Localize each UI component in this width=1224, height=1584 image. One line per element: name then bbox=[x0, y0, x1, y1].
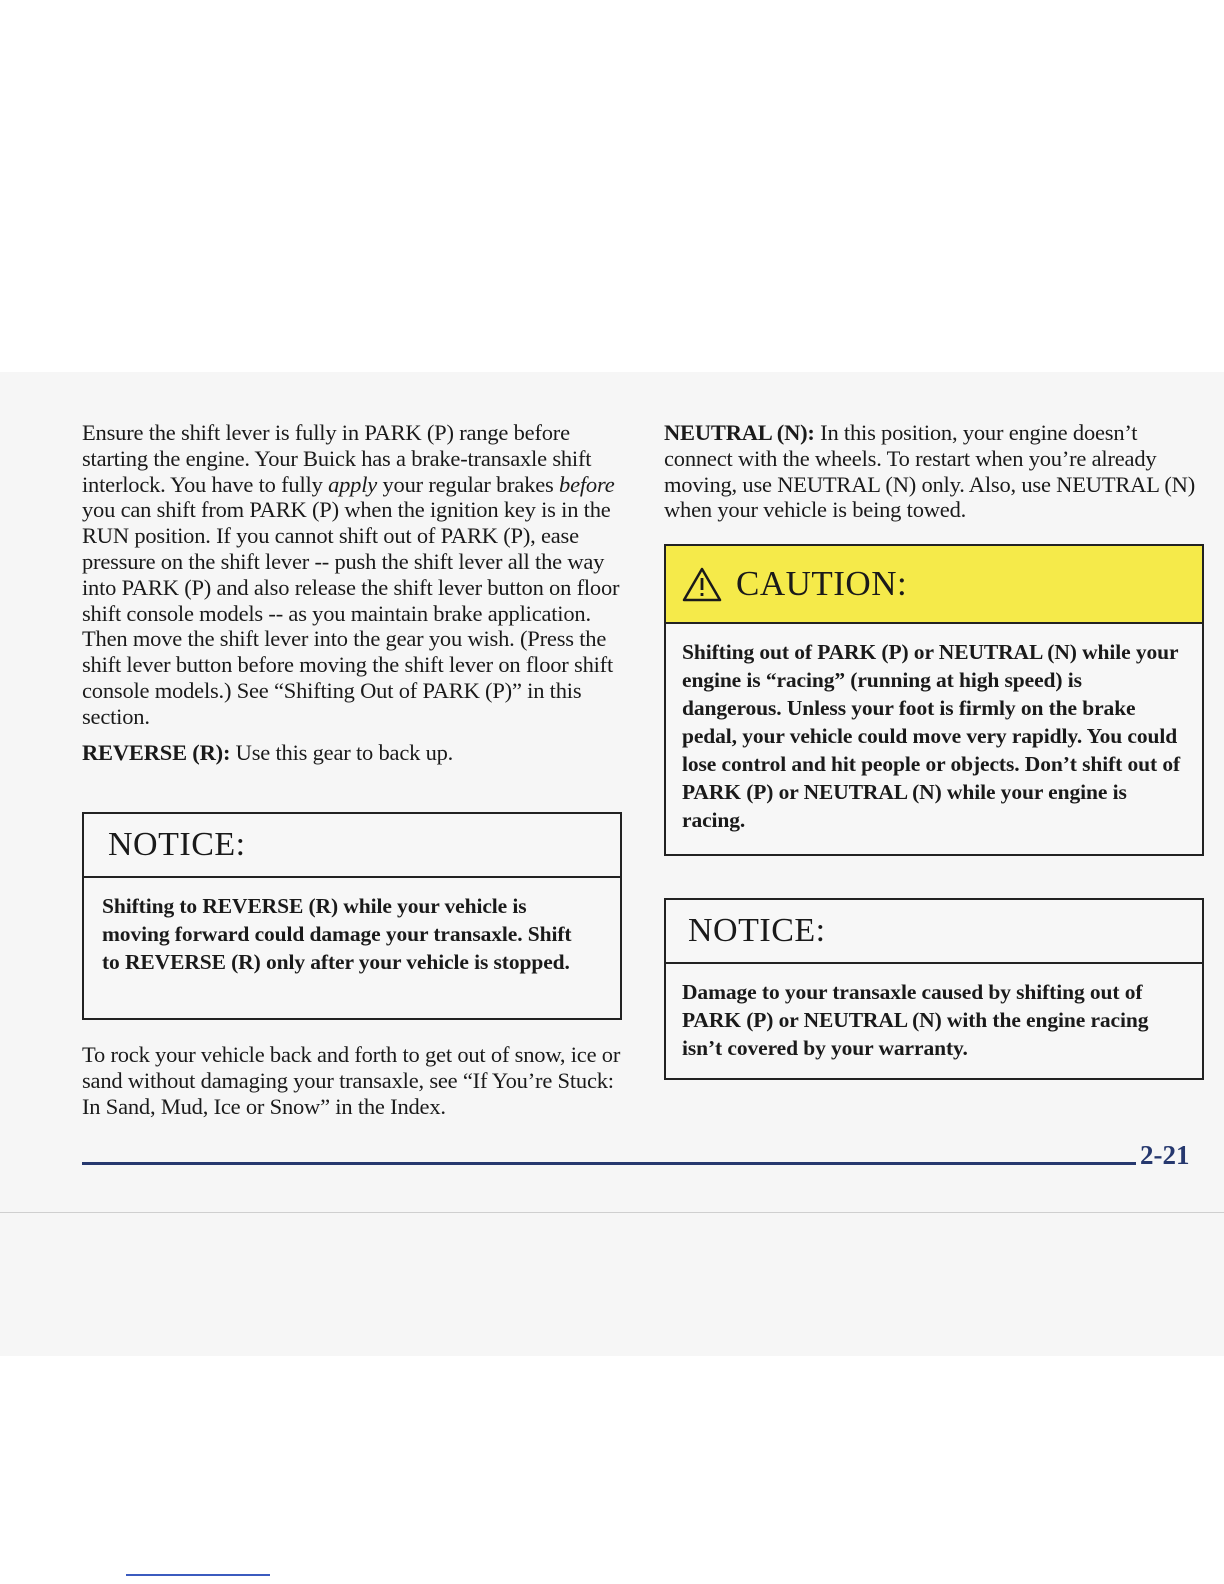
reverse-label: REVERSE (R): bbox=[82, 739, 231, 765]
emphasis-before: before bbox=[559, 471, 615, 497]
notice-heading: NOTICE: bbox=[688, 912, 826, 949]
reverse-text: Use this gear to back up. bbox=[230, 739, 454, 765]
caution-content: Shifting out of PARK (P) or NEUTRAL (N) while your engine is “racing” (running at high speed) is dangerous. Unless your foot is firmly on the brake pedal, your vehicle could move very rapidly. You could lose control and hit people or objects. Don’t shift out of PARK (P) or NEUTRAL (N) while your engine is racing. bbox=[682, 640, 1181, 832]
band-bottom-line bbox=[0, 1212, 1224, 1213]
right-column bbox=[664, 420, 1204, 523]
shift-interlock-paragraph bbox=[82, 420, 622, 730]
neutral-text: In this position, your engine doesn’t connect with the wheels. To restart when you’re already moving, use NEUTRAL (N) only. Also, use NEUTRAL (N) when your vehicle is being towed. bbox=[664, 420, 1195, 523]
notice-box-reverse bbox=[82, 812, 622, 1020]
notice-content: Damage to your transaxle caused by shifting out of PARK (P) or NEUTRAL (N) with the engine racing isn’t covered by your warranty. bbox=[682, 980, 1149, 1060]
page-number: 2-21 bbox=[1140, 1140, 1190, 1170]
left-column bbox=[82, 420, 622, 765]
notice-header bbox=[84, 814, 620, 878]
footer-rule bbox=[82, 1162, 1136, 1165]
caution-header bbox=[666, 546, 1202, 624]
notice-header bbox=[666, 900, 1202, 964]
caution-heading: CAUTION: bbox=[736, 564, 908, 603]
notice-box-warranty bbox=[664, 898, 1204, 1080]
rock-vehicle-paragraph: To rock your vehicle back and forth to get out of snow, ice or sand without damaging your transaxle, see “If You’re Stuck: In Sand, Mud, Ice or Snow” in the Index. bbox=[82, 1042, 621, 1119]
reverse-paragraph bbox=[82, 740, 622, 766]
bottom-accent-rule bbox=[126, 1574, 270, 1576]
para-text-c: you can shift from PARK (P) when the ignition key is in the RUN position. If you cannot shift out of PARK (P), ease pressure on the shift lever -- push the shift lever all the way into PARK (P) and also release the shift lever button on floor shift console models -- as you maintain brake application. Then move the shift lever into the gear you wish. (Press the shift lever button before moving the shift lever on floor shift console models.) See “Shifting Out of PARK (P)” in this section. bbox=[82, 497, 620, 729]
para-text-a: Ensure the shift lever is fully in PARK (P) range before starting the engine. Your Buick has a brake-transaxle shift interlock. You have to fully bbox=[82, 420, 592, 497]
para-text-b: your regular brakes bbox=[377, 471, 560, 497]
emphasis-apply: apply bbox=[328, 471, 378, 497]
notice-content: Shifting to REVERSE (R) while your vehicle is moving forward could damage your transaxle. Shift to REVERSE (R) only after your vehicle is stopped. bbox=[102, 894, 572, 974]
neutral-label: NEUTRAL (N): bbox=[664, 420, 815, 445]
neutral-paragraph bbox=[664, 420, 1204, 523]
warning-triangle-icon bbox=[682, 566, 722, 602]
notice-heading: NOTICE: bbox=[108, 826, 246, 863]
caution-box bbox=[664, 544, 1204, 856]
